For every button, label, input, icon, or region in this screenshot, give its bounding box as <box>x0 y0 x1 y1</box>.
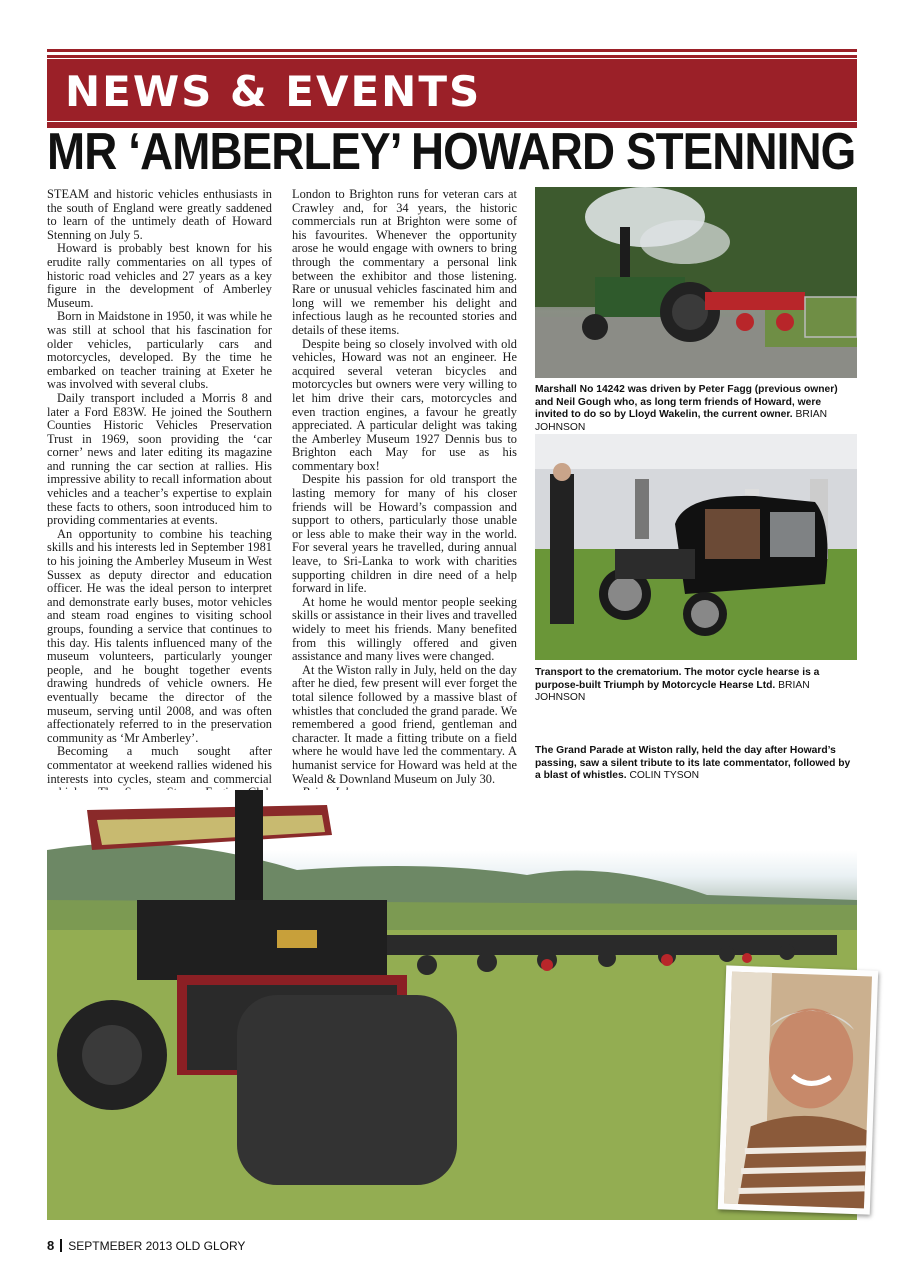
paragraph: At home he would mentor people seeking skills or assistance in their lives and travelled widely to meet his friends. Many benefited from this willingly offered and given assistance and many lives were changed. <box>292 594 517 664</box>
page-number: 8 <box>47 1238 55 1253</box>
photo-credit: BRIAN JOHNSON <box>535 679 810 704</box>
article-column-2 <box>292 188 517 800</box>
magazine-name: OLD GLORY <box>175 1239 246 1253</box>
article-column-1 <box>47 188 272 813</box>
photo-caption-2 <box>535 667 857 705</box>
photo-caption-3 <box>535 745 857 783</box>
page-footer <box>47 1238 245 1253</box>
caption-text: Transport to the crematorium. The motor cycle hearse is a purpose-built Triumph by Motorcycle Hearse Ltd. <box>535 667 820 691</box>
paragraph: Despite his passion for old transport the lasting memory for many of his closer friends will be Howard’s compassion and support to others, particularly those unable or less able to make their way in the world. For several years he travelled, during annual leave, to Sri-Lanka to work with charities supporting children in dire need of a help forward in life. <box>292 472 517 596</box>
section-banner <box>47 52 857 125</box>
paragraph: At the Wiston rally in July, held on the day after he died, few present will ever forget the total silence followed by a massive blast of whistles that concluded the grand parade. We remembered a good friend, gentleman and character. It made a fitting tribute on a field where he would have led the commentary. A humanist service for Howard was held at the Weald & Downland Museum on July 30. <box>292 662 517 786</box>
paragraph: An opportunity to combine his teaching skills and his interests led in September 1981 to his joining the Amberley Museum in West Sussex as deputy director and education officer. He was the ideal person to interpret and demonstrate early buses, motor vehicles and steam road engines to visiting school groups, founding a service that continues to this day. His talents influenced many of the museum volunteers, particularly younger people, and he bought together events drawing hundreds of vehicle owners. He eventually became the director of the museum, serving until 2008, and was often affectionately referred to in the preservation community as ‘Mr Amberley’. <box>47 526 272 745</box>
howard-portrait-photo <box>718 965 878 1214</box>
photo-caption-1 <box>535 384 857 434</box>
caption-text: Marshall No 14242 was driven by Peter Fagg (previous owner) and Neil Gough who, as long term friends of Howard, were invited to do so by Lloyd Wakelin, the current owner. <box>535 384 838 421</box>
photo-credit: COLIN TYSON <box>629 770 700 782</box>
photo-credit: BRIAN JOHNSON <box>535 409 828 433</box>
paragraph: Daily transport included a Morris 8 and later a Ford E83W. He joined the Southern Counties Historic Vehicles Preservation Trust in 1969, soon providing the ‘car corner’ news and later editing its magazine and running the car section at rallies. His impressive ability to recall information about vehicles and a teacher’s expertise to explain these facts to others, soon introduced him to providing commentaries at events. <box>47 390 272 528</box>
issue-date: SEPTMEBER 2013 <box>68 1239 173 1253</box>
paragraph: Despite being so closely involved with old vehicles, Howard was not an engineer. He acquired several veteran bicycles and motorcycles but owners were very willing to let him drive their cars, motorcycles and even traction engines, a favour he greatly appreciated. A particular delight was taking the Amberley Museum 1927 Dennis bus to Brighton each May for use as his commentary box! <box>292 336 517 473</box>
paragraph: Born in Maidstone in 1950, it was while he was still at school that his fascination for older vehicles, particularly cars and motorcycles, developed. By the time he embarked on teacher training at Exeter he was involved with several clubs. <box>47 309 272 392</box>
paragraph: STEAM and historic vehicles enthusiasts in the south of England were greatly saddened to learn of the untimely death of Howard Stenning on July 5. <box>47 187 272 242</box>
paragraph: Becoming a much sought after commentator at weekend rallies widened his interests into cycles, steam and commercial <box>47 744 272 786</box>
motorcycle-hearse-photo <box>535 434 857 660</box>
traction-engine-photo <box>535 187 857 378</box>
paragraph: London to Brighton runs for veteran cars at Crawley and, for 34 years, the historic commercials run at Brighton were some of his favourites. Whenever the opportunity arose he would engage with owners to bring through the commentary a personal link between the exhibitor and those listening. Rare or unusual vehicles fascinated him and long will we remember his delight and infectious laugh as he recounted stories and details of these items. <box>292 187 517 337</box>
article-headline: MR ‘AMBERLEY’ HOWARD STENNING <box>47 123 856 181</box>
section-title: NEWS & EVENTS <box>65 67 482 116</box>
footer-divider <box>60 1239 62 1252</box>
paragraph: Howard is probably best known for his erudite rally commentaries on all types of historic road vehicles and 27 years as a key figure in the development of Amberley Museum. <box>47 241 272 310</box>
caption-text: The Grand Parade at Wiston rally, held the day after Howard’s passing, saw a silent tribute to its late commentator, followed by a blast of whistles. <box>535 745 851 782</box>
